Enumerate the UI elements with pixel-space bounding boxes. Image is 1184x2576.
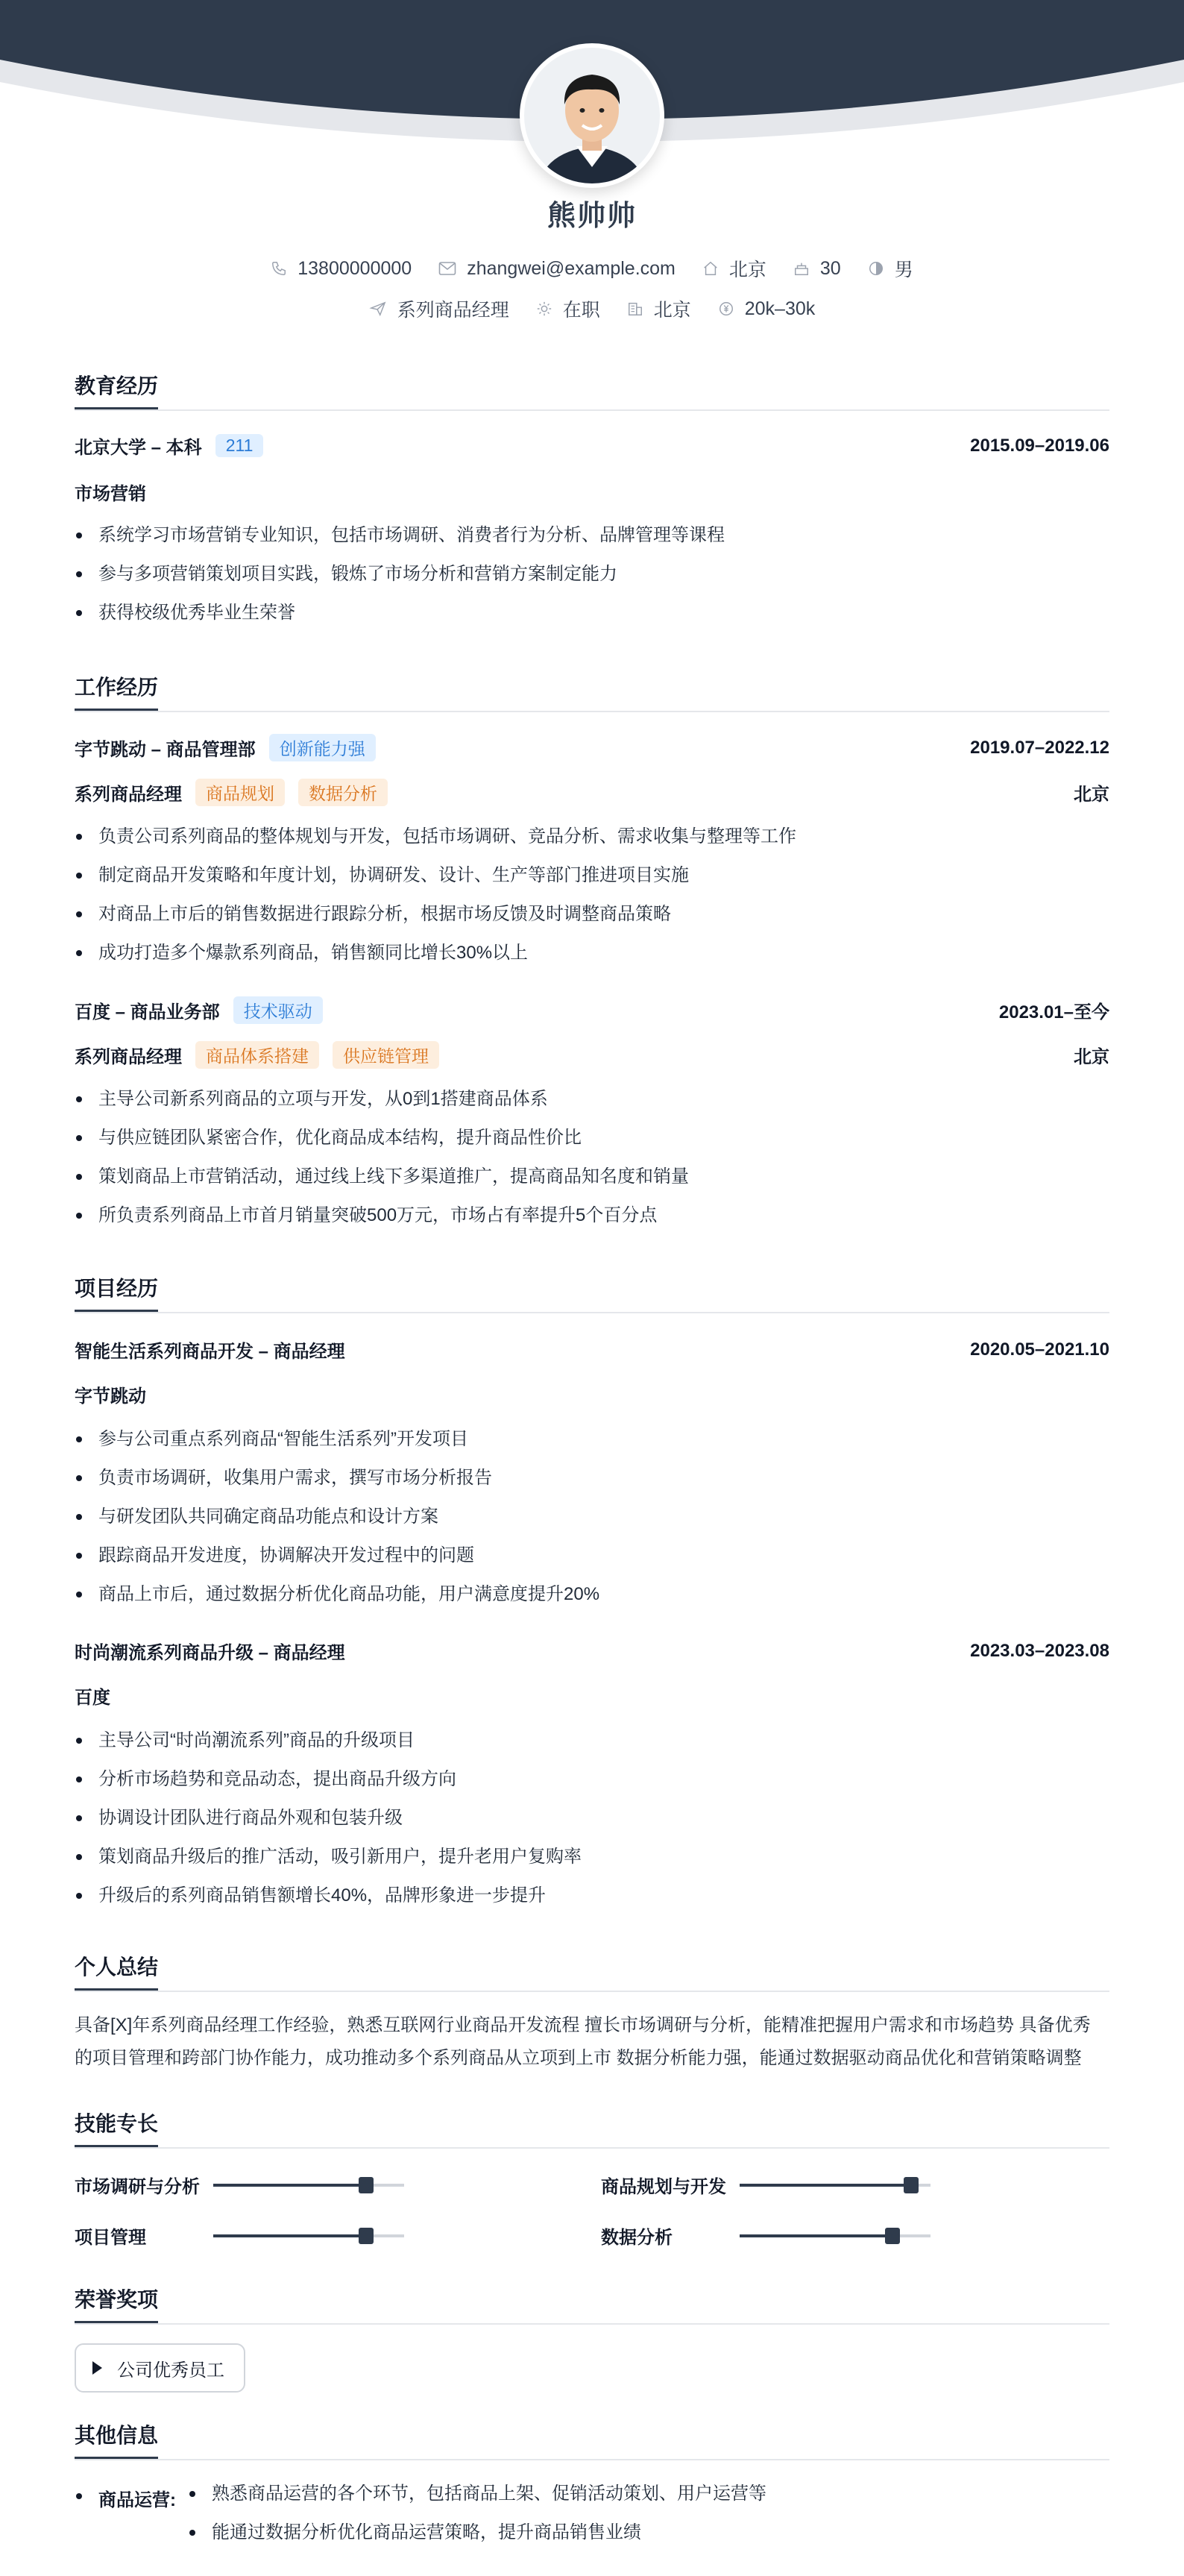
skill-level-bar [213, 2184, 404, 2187]
company-name: 百度 – 商品业务部 [75, 1002, 220, 1022]
cake-icon [793, 260, 810, 277]
job-title: 系列商品经理 [75, 1047, 182, 1067]
mail-icon [438, 261, 456, 276]
skill-tag: 数据分析 [298, 779, 388, 806]
list-item: 策划商品上市营销活动，通过线上线下多渠道推广，提高商品知名度和销量 [75, 1157, 1109, 1196]
project-header [75, 1336, 1109, 1363]
other-section-title: 其他信息 [75, 2419, 1109, 2460]
major: 市场营销 [75, 484, 146, 504]
work-bullets [75, 1080, 1109, 1235]
list-item: 与供应链团队紧密合作，优化商品成本结构，提升商品性价比 [75, 1119, 1109, 1157]
list-item: 跟踪商品开发进度，协调解决开发过程中的问题 [75, 1536, 1109, 1575]
phone-text: 13800000000 [297, 257, 412, 279]
contact-row [0, 255, 1184, 282]
project-company: 百度 [75, 1688, 110, 1708]
project-header [75, 1638, 1109, 1664]
skill-name: 商品规划与开发 [601, 2177, 726, 2197]
list-item: 系统学习市场营销专业知识，包括市场调研、消费者行为分析、品牌管理等课程 [75, 516, 1109, 555]
other-bullets [188, 2475, 1083, 2552]
award-item [75, 2343, 245, 2393]
skill-item [75, 2222, 404, 2249]
list-item: 升级后的系列商品销售额增长40%，品牌形象进一步提升 [75, 1876, 1109, 1915]
work-city: 北京 [1074, 785, 1109, 805]
summary-line: 具备[X]年系列商品经理工作经验，熟悉互联网行业商品开发流程 擅长市场调研与分析，能精准把握用户需求和市场趋势 具备优秀 [75, 2015, 1091, 2035]
target-position-text: 系列商品经理 [397, 300, 509, 321]
school-name: 北京大学 – 本科 [75, 438, 202, 458]
target-position-item [369, 295, 509, 322]
salary-item [718, 298, 816, 320]
list-item: 成功打造多个爆款系列商品，销售额同比增长30%以上 [75, 934, 1109, 973]
skill-level-knob [904, 2177, 919, 2193]
awards-section-title: 荣誉奖项 [75, 2284, 1109, 2325]
summary-line: 的项目管理和跨部门协作能力，成功推动多个系列商品从立项到上市 数据分析能力强，能通过数据驱动商品优化和营销策略调整 [75, 2048, 1082, 2068]
school-tag: 211 [215, 434, 264, 457]
list-item: 主导公司“时尚潮流系列”商品的升级项目 [75, 1721, 1109, 1760]
play-icon [92, 2361, 102, 2375]
email-item [438, 258, 676, 280]
project-company: 字节跳动 [75, 1386, 146, 1407]
job-intent-row [0, 295, 1184, 322]
skill-name: 市场调研与分析 [75, 2177, 200, 2197]
summary-section-title: 个人总结 [75, 1951, 1109, 1992]
education-bullets [75, 516, 1109, 632]
status-text: 在职 [562, 300, 600, 321]
project-bullets [75, 1420, 1109, 1614]
education-section-title: 教育经历 [75, 370, 1109, 411]
work-bullets [75, 817, 1109, 973]
phone-icon [271, 260, 287, 277]
company-tag: 创新能力强 [269, 734, 376, 761]
project-name: 智能生活系列商品开发 – 商品经理 [75, 1342, 345, 1362]
list-item: 所负责系列商品上市首月销量突破500万元，市场占有率提升5个百分点 [75, 1196, 1109, 1235]
skills-section-title: 技能专长 [75, 2108, 1109, 2149]
skill-tag: 商品规划 [195, 779, 285, 806]
target-city-text: 北京 [653, 300, 691, 321]
list-item: 商品上市后，通过数据分析优化商品功能，用户满意度提升20% [75, 1575, 1109, 1614]
work-period: 2023.01–至今 [998, 1002, 1109, 1022]
home-icon [702, 260, 719, 277]
list-item: 获得校级优秀毕业生荣誉 [75, 594, 1109, 632]
skill-level-bar [740, 2234, 930, 2237]
list-item: 对商品上市后的销售数据进行跟踪分析，根据市场反馈及时调整商品策略 [75, 895, 1109, 934]
skill-level-knob [359, 2228, 374, 2244]
list-item: 能通过数据分析优化商品运营策略，提升商品销售业绩 [188, 2513, 1083, 2552]
salary-text: 20k–30k [744, 298, 816, 319]
skill-level-knob [359, 2177, 374, 2193]
list-item: 负责公司系列商品的整体规划与开发，包括市场调研、竞品分析、需求收集与整理等工作 [75, 817, 1109, 856]
list-item: 分析市场趋势和竞品动态，提出商品升级方向 [75, 1760, 1109, 1799]
skill-tag: 供应链管理 [333, 1041, 439, 1069]
avatar [520, 43, 664, 188]
other-label: 商品运营: [75, 2485, 176, 2511]
work-title-row [75, 779, 1109, 806]
gender-item [868, 255, 913, 282]
education-header [75, 433, 1109, 459]
project-bullets [75, 1721, 1109, 1915]
gear-icon [536, 301, 552, 317]
list-item: 策划商品升级后的推广活动，吸引新用户，提升老用户复购率 [75, 1838, 1109, 1876]
status-item [536, 295, 600, 322]
building-icon [627, 301, 643, 317]
coin-icon [718, 301, 734, 317]
city-text: 北京 [728, 260, 766, 280]
skill-item [601, 2222, 930, 2249]
list-item: 负责市场调研，收集用户需求，撰写市场分析报告 [75, 1459, 1109, 1498]
gender-text: 男 [894, 260, 913, 280]
target-city-item [627, 295, 691, 322]
gender-icon [868, 260, 884, 277]
phone-item [271, 258, 412, 280]
age-text: 30 [819, 257, 841, 279]
work-period: 2019.07–2022.12 [970, 737, 1109, 758]
job-title: 系列商品经理 [75, 785, 182, 805]
skill-name: 数据分析 [601, 2228, 673, 2248]
skill-level-bar [213, 2234, 404, 2237]
projects-section-title: 项目经历 [75, 1272, 1109, 1313]
company-tag: 技术驱动 [233, 996, 323, 1024]
education-period: 2015.09–2019.06 [970, 435, 1109, 456]
work-city: 北京 [1074, 1047, 1109, 1067]
award-name: 公司优秀员工 [117, 2360, 224, 2381]
skill-item [601, 2172, 930, 2198]
work-title-row [75, 1041, 1109, 1069]
list-item: 制定商品开发策略和年度计划，协调研发、设计、生产等部门推进项目实施 [75, 856, 1109, 895]
skill-name: 项目管理 [75, 2228, 146, 2248]
company-name: 字节跳动 – 商品管理部 [75, 740, 256, 760]
list-item: 与研发团队共同确定商品功能点和设计方案 [75, 1498, 1109, 1536]
age-item [793, 258, 841, 280]
skill-level-knob [885, 2228, 900, 2244]
list-item: 参与公司重点系列商品“智能生活系列”开发项目 [75, 1420, 1109, 1459]
list-item: 熟悉商品运营的各个环节，包括商品上架、促销活动策划、用户运营等 [188, 2475, 1083, 2513]
city-item [702, 255, 766, 282]
list-item: 协调设计团队进行商品外观和包装升级 [75, 1799, 1109, 1838]
candidate-name: 熊帅帅 [547, 201, 637, 232]
work-section-title: 工作经历 [75, 671, 1109, 712]
skill-level-bar [740, 2184, 930, 2187]
email-text: zhangwei@example.com [467, 257, 676, 279]
work-header [75, 996, 1109, 1024]
project-period: 2023.03–2023.08 [970, 1640, 1109, 1661]
work-header [75, 734, 1109, 761]
summary-text [75, 2009, 1109, 2075]
list-item: 参与多项营销策划项目实践，锻炼了市场分析和营销方案制定能力 [75, 555, 1109, 594]
skill-tag: 商品体系搭建 [195, 1041, 319, 1069]
list-item: 主导公司新系列商品的立项与开发，从0到1搭建商品体系 [75, 1080, 1109, 1119]
project-period: 2020.05–2021.10 [970, 1339, 1109, 1360]
send-icon [369, 301, 387, 317]
skill-item [75, 2172, 404, 2198]
project-name: 时尚潮流系列商品升级 – 商品经理 [75, 1643, 345, 1663]
